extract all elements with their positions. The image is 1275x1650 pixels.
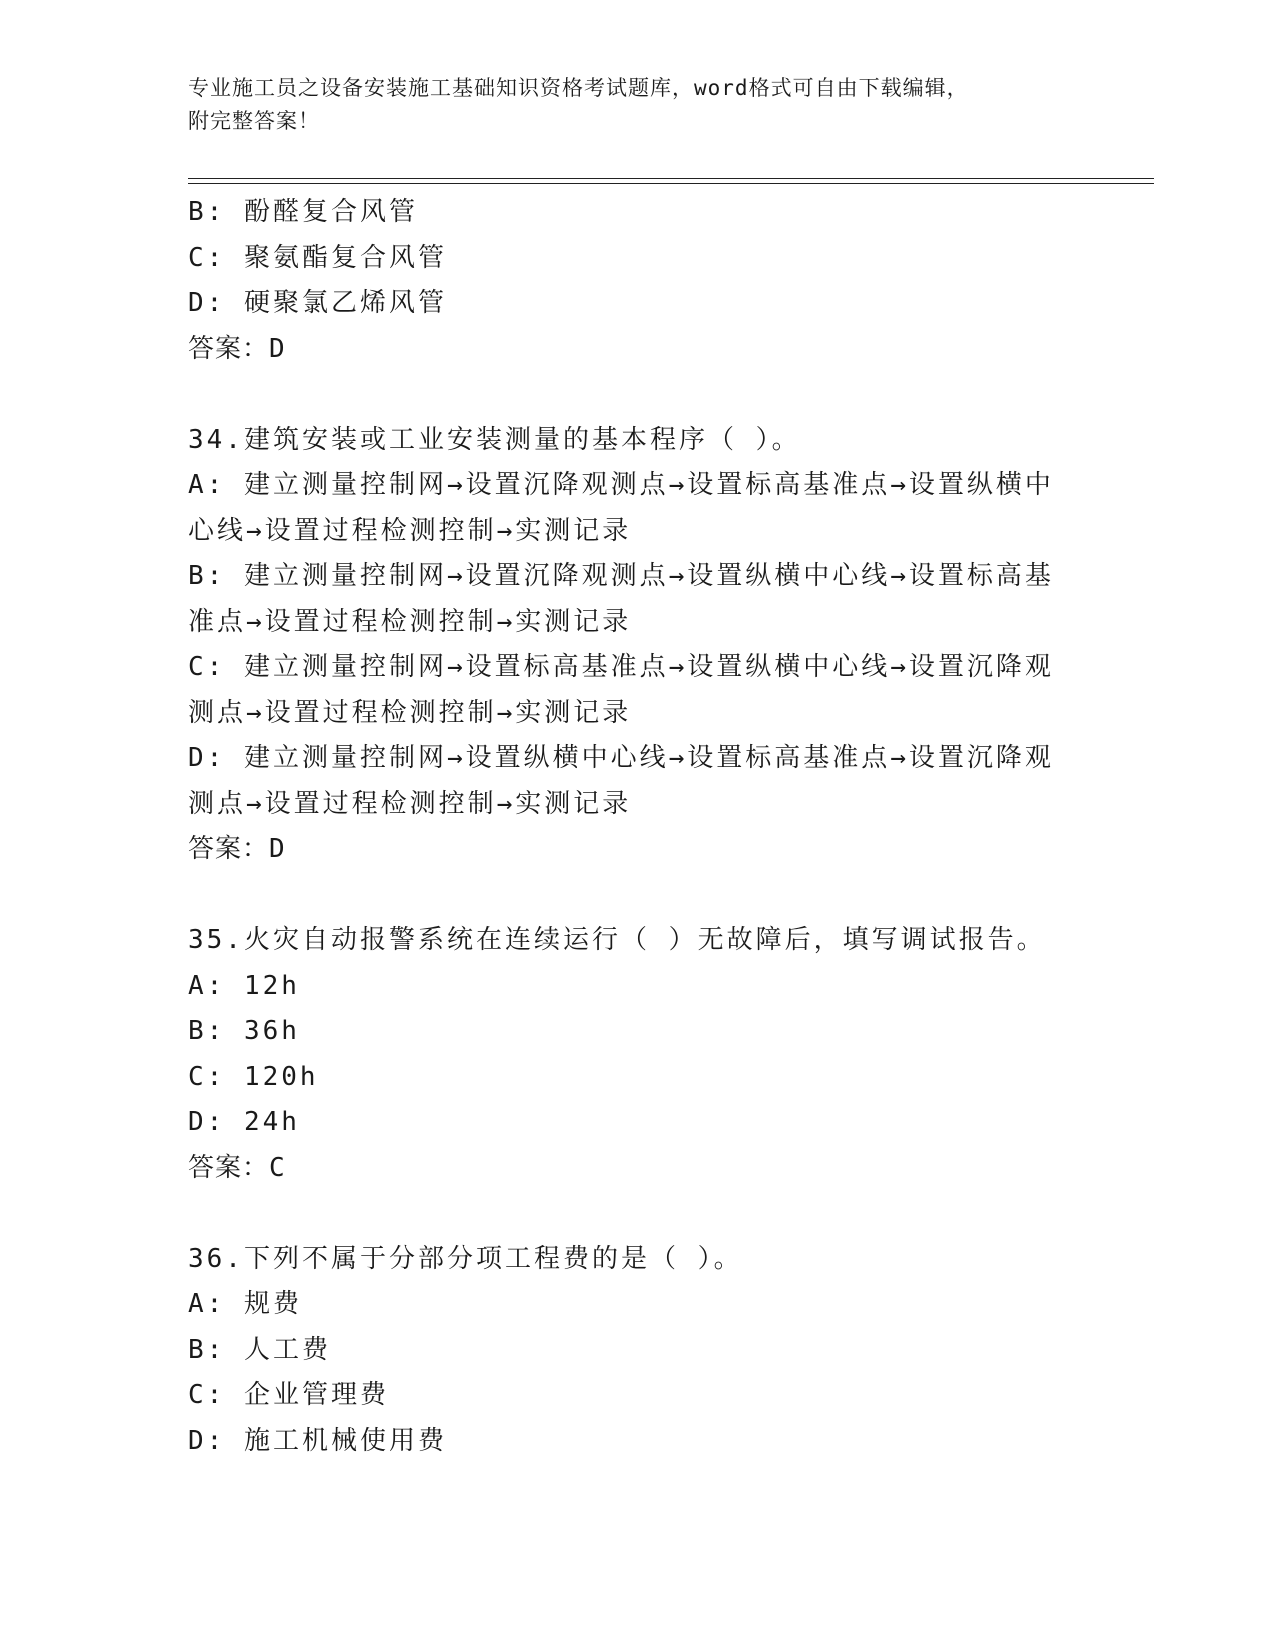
option-a-line-1: A: 建立测量控制网→设置沉降观测点→设置标高基准点→设置纵横中 bbox=[188, 470, 1054, 500]
answer: 答案：D bbox=[188, 834, 286, 864]
header-divider-top bbox=[188, 178, 1154, 179]
option-a: A: 12h bbox=[188, 970, 300, 1001]
document-header bbox=[188, 72, 1088, 138]
question-34 bbox=[188, 418, 1088, 873]
option-b: B: 36h bbox=[188, 1016, 300, 1046]
spacer bbox=[188, 873, 1088, 919]
option-b: B: 酚醛复合风管 bbox=[188, 197, 418, 227]
answer: 答案：D bbox=[188, 333, 286, 364]
option-b: B: 人工费 bbox=[188, 1334, 331, 1365]
option-d-line-2: 测点→设置过程检测控制→实测记录 bbox=[188, 788, 632, 819]
option-d: D: 24h bbox=[188, 1107, 300, 1137]
question-33-tail bbox=[188, 190, 1088, 372]
spacer bbox=[188, 1191, 1088, 1237]
option-d-line-1: D: 建立测量控制网→设置纵横中心线→设置标高基准点→设置沉降观 bbox=[188, 743, 1054, 773]
question-stem: 35.火灾自动报警系统在连续运行（ ）无故障后，填写调试报告。 bbox=[188, 925, 1046, 955]
option-c: C: 120h bbox=[188, 1061, 319, 1092]
option-c: C: 企业管理费 bbox=[188, 1380, 389, 1410]
header-line-2: 附完整答案！ bbox=[188, 109, 320, 133]
option-d: D: 施工机械使用费 bbox=[188, 1425, 447, 1456]
question-content bbox=[188, 190, 1088, 1464]
option-b-line-2: 准点→设置过程检测控制→实测记录 bbox=[188, 606, 632, 637]
option-a: A: 规费 bbox=[188, 1289, 302, 1319]
question-36 bbox=[188, 1237, 1088, 1465]
option-c: C: 聚氨酯复合风管 bbox=[188, 242, 447, 273]
answer: 答案：C bbox=[188, 1152, 286, 1183]
question-stem: 36.下列不属于分部分项工程费的是（ ）。 bbox=[188, 1243, 743, 1274]
option-c-line-1: C: 建立测量控制网→设置标高基准点→设置纵横中心线→设置沉降观 bbox=[188, 652, 1054, 682]
option-a-line-2: 心线→设置过程检测控制→实测记录 bbox=[188, 515, 632, 546]
question-35 bbox=[188, 918, 1088, 1191]
option-d: D: 硬聚氯乙烯风管 bbox=[188, 288, 447, 318]
option-b-line-1: B: 建立测量控制网→设置沉降观测点→设置纵横中心线→设置标高基 bbox=[188, 561, 1054, 591]
option-c-line-2: 测点→设置过程检测控制→实测记录 bbox=[188, 697, 632, 728]
header-line-1: 专业施工员之设备安装施工基础知识资格考试题库，word格式可自由下载编辑， bbox=[188, 76, 969, 100]
spacer bbox=[188, 372, 1088, 418]
question-stem: 34.建筑安装或工业安装测量的基本程序（ ）。 bbox=[188, 424, 801, 455]
header-divider-bottom bbox=[188, 183, 1154, 184]
